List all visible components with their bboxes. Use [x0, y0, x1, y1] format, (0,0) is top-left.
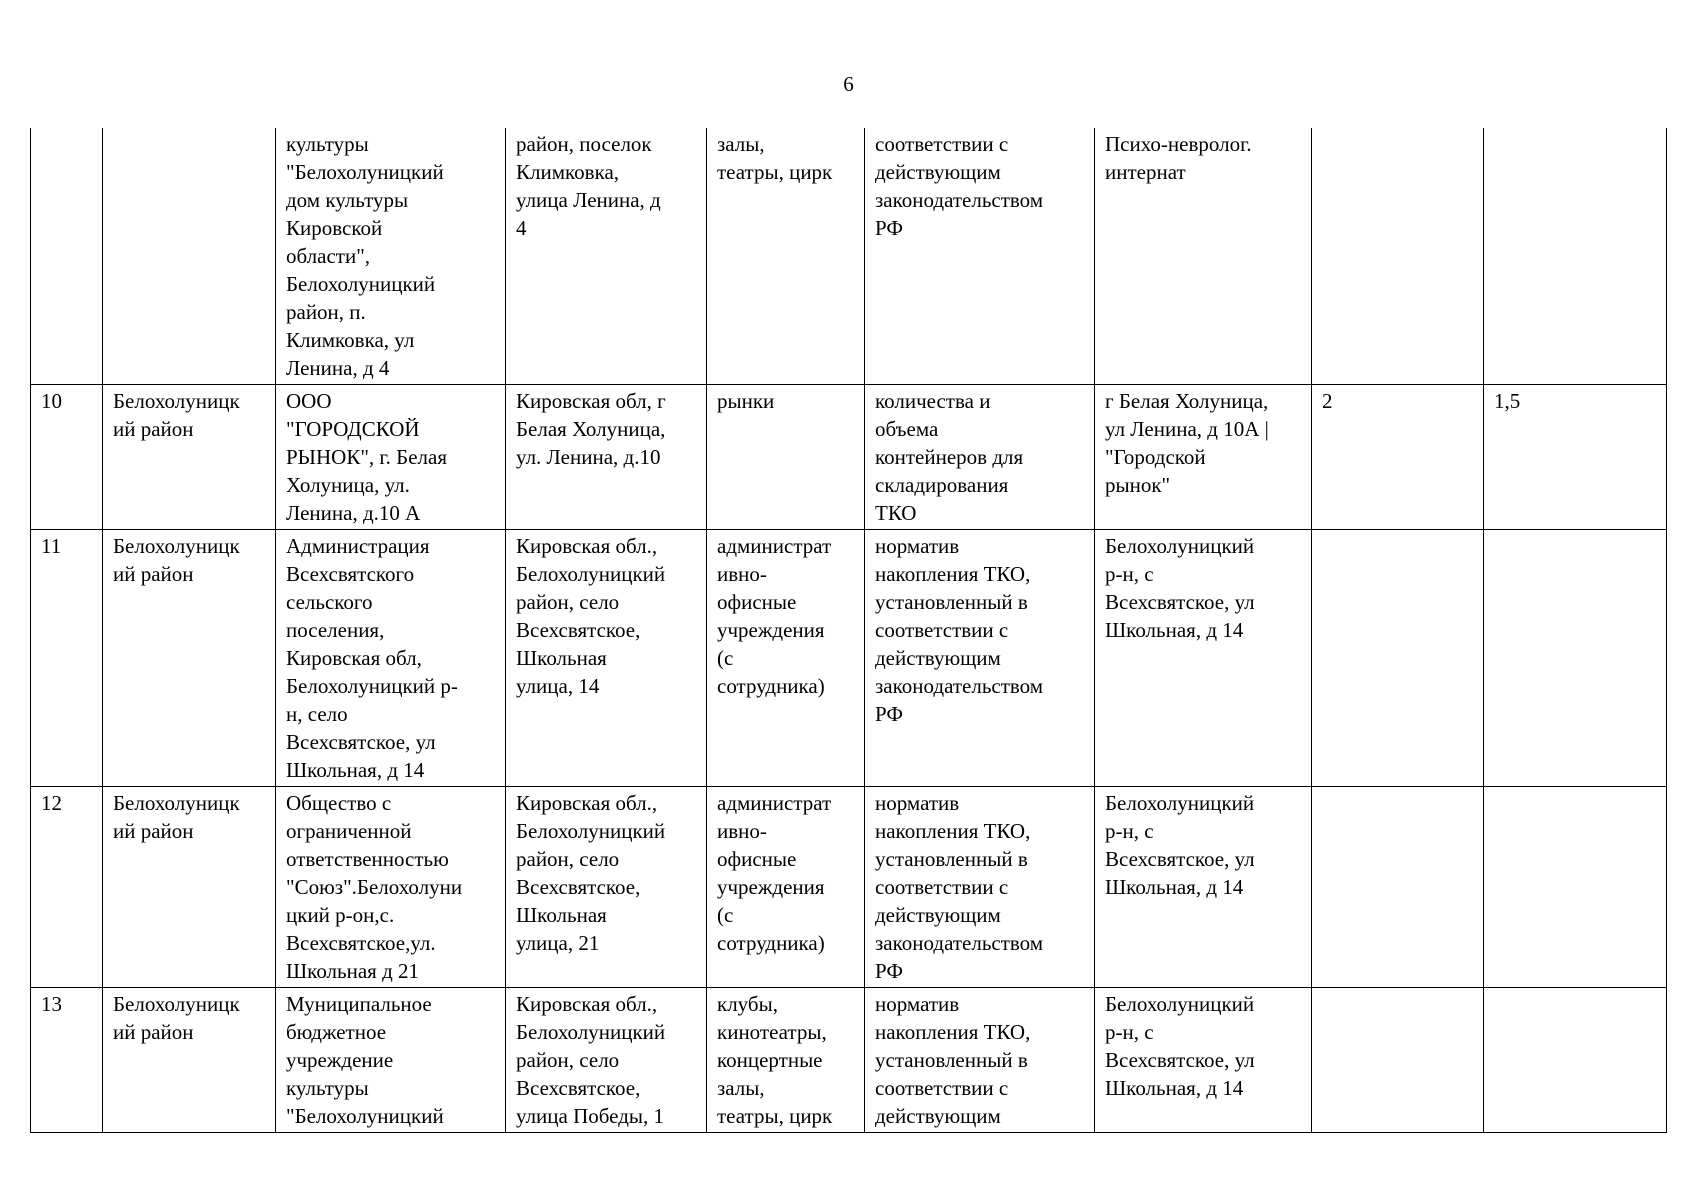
- address-cell: Кировская обл., Белохолуницкий район, село Всехсвятское, улица Победы, 1: [506, 988, 707, 1133]
- district-cell: Белохолуницк ий район: [103, 988, 276, 1133]
- containers-cell: [1312, 988, 1484, 1133]
- organization-cell: Муниципальное бюджетное учреждение культуры "Белохолуницкий: [276, 988, 506, 1133]
- address-cell: Кировская обл., Белохолуницкий район, село Всехсвятское, Школьная улица, 14: [506, 530, 707, 787]
- category-cell: администрат ивно- офисные учреждения (с сотрудника): [707, 787, 865, 988]
- organization-cell: Администрация Всехсвятского сельского поселения, Кировская обл, Белохолуницкий р- н, село Всехсвятское, ул Школьная, д 14: [276, 530, 506, 787]
- norm-cell: норматив накопления ТКО, установленный в соответствии с действующим: [865, 988, 1095, 1133]
- address-cell: район, поселок Климковка, улица Ленина, д 4: [506, 128, 707, 385]
- row-number-cell: [31, 128, 103, 385]
- site-cell: Белохолуницкий р-н, с Всехсвятское, ул Школьная, д 14: [1095, 988, 1312, 1133]
- site-cell: Белохолуницкий р-н, с Всехсвятское, ул Школьная, д 14: [1095, 530, 1312, 787]
- table-row: [31, 128, 1667, 385]
- organization-cell: Общество с ограниченной ответственностью "Союз".Белохолуни цкий р-он,с. Всехсвятское,ул. Школьная д 21: [276, 787, 506, 988]
- site-cell: Белохолуницкий р-н, с Всехсвятское, ул Школьная, д 14: [1095, 787, 1312, 988]
- volume-cell: [1484, 128, 1667, 385]
- volume-cell: 1,5: [1484, 385, 1667, 530]
- norm-cell: норматив накопления ТКО, установленный в соответствии с действующим законодательством РФ: [865, 530, 1095, 787]
- containers-cell: [1312, 128, 1484, 385]
- norm-cell: соответствии с действующим законодательством РФ: [865, 128, 1095, 385]
- site-cell: г Белая Холуница, ул Ленина, д 10А | "Городской рынок": [1095, 385, 1312, 530]
- norm-cell: норматив накопления ТКО, установленный в соответствии с действующим законодательством РФ: [865, 787, 1095, 988]
- registry-table: [30, 128, 1667, 1133]
- organization-cell: культуры "Белохолуницкий дом культуры Кировской области", Белохолуницкий район, п. Климковка, ул Ленина, д 4: [276, 128, 506, 385]
- containers-cell: [1312, 787, 1484, 988]
- row-number-cell: 13: [31, 988, 103, 1133]
- category-cell: клубы, кинотеатры, концертные залы, театры, цирк: [707, 988, 865, 1133]
- table-row: [31, 787, 1667, 988]
- category-cell: рынки: [707, 385, 865, 530]
- category-cell: залы, театры, цирк: [707, 128, 865, 385]
- address-cell: Кировская обл, г Белая Холуница, ул. Ленина, д.10: [506, 385, 707, 530]
- district-cell: [103, 128, 276, 385]
- row-number-cell: 10: [31, 385, 103, 530]
- page-number: 6: [843, 72, 854, 96]
- containers-cell: 2: [1312, 385, 1484, 530]
- district-cell: Белохолуницк ий район: [103, 787, 276, 988]
- row-number-cell: 12: [31, 787, 103, 988]
- category-cell: администрат ивно- офисные учреждения (с сотрудника): [707, 530, 865, 787]
- table-row: [31, 988, 1667, 1133]
- volume-cell: [1484, 988, 1667, 1133]
- organization-cell: ООО "ГОРОДСКОЙ РЫНОК", г. Белая Холуница, ул. Ленина, д.10 А: [276, 385, 506, 530]
- address-cell: Кировская обл., Белохолуницкий район, село Всехсвятское, Школьная улица, 21: [506, 787, 707, 988]
- norm-cell: количества и объема контейнеров для складирования ТКО: [865, 385, 1095, 530]
- table-row: [31, 530, 1667, 787]
- volume-cell: [1484, 530, 1667, 787]
- containers-cell: [1312, 530, 1484, 787]
- district-cell: Белохолуницк ий район: [103, 530, 276, 787]
- table-row: [31, 385, 1667, 530]
- site-cell: Психо-невролог. интернат: [1095, 128, 1312, 385]
- district-cell: Белохолуницк ий район: [103, 385, 276, 530]
- volume-cell: [1484, 787, 1667, 988]
- row-number-cell: 11: [31, 530, 103, 787]
